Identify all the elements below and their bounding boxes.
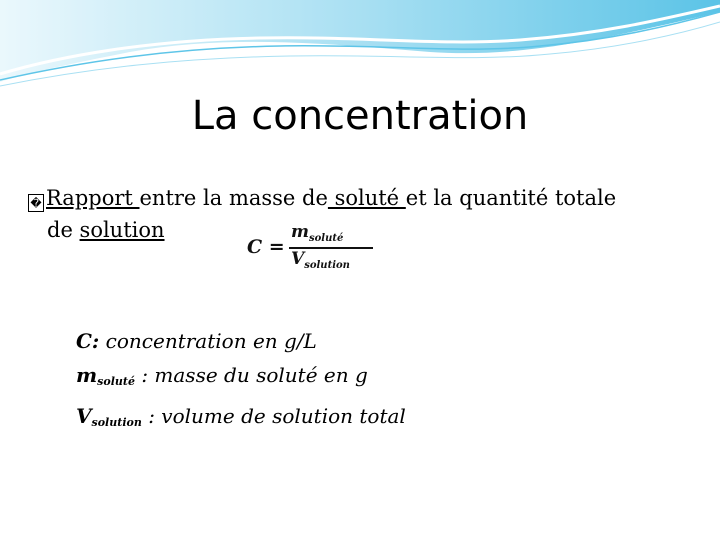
denominator-subscript: solution — [304, 260, 350, 271]
formula-denominator — [291, 249, 350, 271]
bullet-text-1: entre la masse de — [139, 186, 328, 210]
formula-numerator — [291, 222, 343, 244]
definition-row-mass — [76, 358, 406, 399]
underlined-word-solution: solution — [79, 218, 165, 242]
bullet-line-1 — [28, 182, 688, 214]
definition-symbol: C — [76, 329, 92, 353]
definition-text: volume de solution total — [161, 404, 406, 428]
definition-text: masse du soluté en g — [154, 363, 368, 387]
bullet-marker-icon: � — [28, 194, 44, 212]
definition-symbol: m — [76, 363, 98, 387]
definition-row-volume — [76, 399, 406, 440]
definitions-list — [76, 324, 406, 440]
definition-subscript: soluté — [97, 375, 135, 388]
definition-symbol: V — [76, 404, 92, 428]
formula-lhs: C = — [247, 236, 285, 258]
concentration-formula — [247, 222, 377, 278]
definition-separator: : — [91, 329, 100, 353]
definition-row-concentration — [76, 324, 406, 358]
underlined-word-rapport: Rapport — [46, 186, 140, 210]
definition-separator: : — [134, 363, 155, 387]
denominator-symbol: V — [291, 249, 305, 269]
definition-subscript: solution — [91, 416, 142, 429]
numerator-subscript: soluté — [309, 233, 344, 244]
slide-title: La concentration — [191, 93, 529, 139]
underlined-word-solute: soluté — [327, 186, 406, 210]
definition-text: concentration en g/L — [99, 329, 317, 353]
definition-separator: : — [141, 404, 162, 428]
numerator-symbol: m — [291, 222, 309, 242]
decorative-header-wave — [0, 0, 720, 90]
bullet-text-2: et la quantité totale — [405, 186, 617, 210]
bullet-text-3: de — [47, 218, 80, 242]
